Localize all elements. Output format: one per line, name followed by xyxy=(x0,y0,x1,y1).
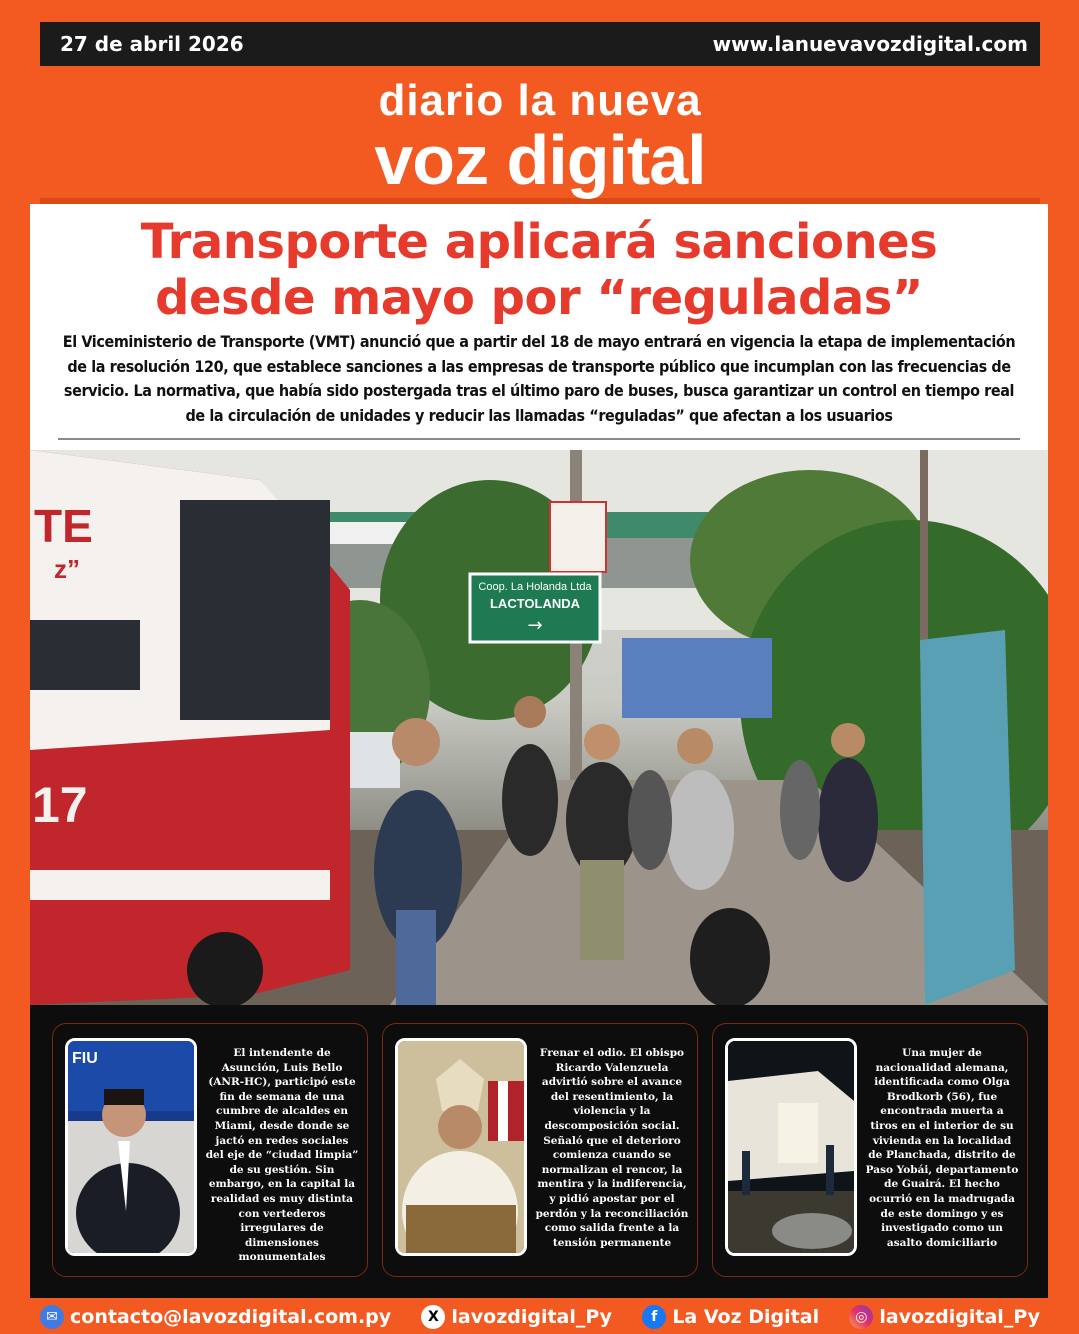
card-text-crime: Una mujer de nacionalidad alemana, identificada como Olga Brodkorb (56), fue encontrada muerta a tiros en el interior de su vivienda en la localidad de Planchada, distrito de Paso Yobái, departamento de Guairá. El hecho ocurrió en la madrugada de este domingo y es investigado como un asalto domiciliario xyxy=(865,1047,1019,1249)
masthead xyxy=(40,66,1040,204)
website-link[interactable]: www.lanuevavozdigital.com xyxy=(712,32,1028,56)
top-bar xyxy=(40,22,1040,66)
card-photo-bishop xyxy=(395,1038,527,1256)
headline-line-2: desde mayo por “reguladas” xyxy=(155,270,923,326)
masthead-line-2: voz digital xyxy=(374,121,706,199)
bus-destination-text: TE xyxy=(34,500,93,552)
svg-text:→: → xyxy=(527,615,543,636)
footer-email-text: contacto@lavozdigital.com.py xyxy=(70,1306,392,1328)
bus-number: 17 xyxy=(32,777,88,833)
fiu-logo-text: FIU xyxy=(72,1050,98,1067)
footer-x-text: lavozdigital_Py xyxy=(451,1306,613,1328)
footer-x[interactable] xyxy=(421,1305,612,1329)
sign-coop-label: Coop. La Holanda Ltda xyxy=(478,581,592,593)
card-text-bishop: Frenar el odio. El obispo Ricardo Valenzuela advirtió sobre el avance del resentimiento, la violencia y la descomposición social. Señaló que el deterioro comienza cuando se normalizan el rencor, la mentira y la indiferencia, y pidió apostar por el perdón y la reconciliación como salida frente a la tensión permanente xyxy=(535,1047,689,1249)
footer-instagram-text: lavozdigital_Py xyxy=(879,1306,1040,1328)
card-photo-mayor xyxy=(65,1038,197,1256)
card-text-mayor: El intendente de Asunción, Luis Bello (ANR-HC), participó este fin de semana de una cumbre de alcaldes en Miami, desde donde se jactó en redes sociales del eje de “ciudad limpia” de su gestión. Sin embargo, en la capital la realidad es muy distinta con vertederos irregulares de dimensiones monumentales xyxy=(205,1047,359,1264)
news-card-crime[interactable] xyxy=(712,1023,1028,1277)
footer-email[interactable] xyxy=(40,1305,391,1329)
facebook-icon: f xyxy=(642,1305,666,1329)
headline-line-1: Transporte aplicará sanciones xyxy=(140,214,938,270)
news-card-mayor[interactable] xyxy=(52,1023,368,1277)
sign-street-label: LACTOLANDA xyxy=(489,596,581,611)
x-logo-icon: X xyxy=(421,1305,445,1329)
lead-paragraph: El Viceministerio de Transporte (VMT) anunció que a partir del 18 de mayo entrará en vigencia la etapa de implementación de la resolución 120, que establece sanciones a las empresas de transporte público que incumplan con las frecuencias de servicio. La normativa, que había sido postergada tras el último paro de buses, busca garantizar un control en tiempo real de la circulación de unidades y reducir las llamadas “reguladas” que afectan a los usuarios xyxy=(62,332,1016,425)
card-photo-crime xyxy=(725,1038,857,1256)
headline xyxy=(30,214,1048,326)
footer-facebook-text: La Voz Digital xyxy=(672,1306,820,1328)
email-icon: ✉ xyxy=(40,1305,64,1329)
secondary-news-strip xyxy=(30,1005,1048,1298)
main-article xyxy=(30,204,1048,450)
issue-date: 27 de abril 2026 xyxy=(60,32,244,56)
bus-destination-sub: z” xyxy=(54,554,80,584)
news-card-bishop[interactable] xyxy=(382,1023,698,1277)
instagram-icon: ◎ xyxy=(849,1305,873,1329)
main-photo xyxy=(30,450,1048,1005)
masthead-line-1: diario la nueva xyxy=(378,76,702,125)
divider xyxy=(58,438,1020,440)
footer-instagram[interactable] xyxy=(849,1305,1040,1329)
footer-contacts xyxy=(40,1300,1040,1334)
footer-facebook[interactable] xyxy=(642,1305,819,1329)
street-scene-illustration xyxy=(30,450,1048,1005)
